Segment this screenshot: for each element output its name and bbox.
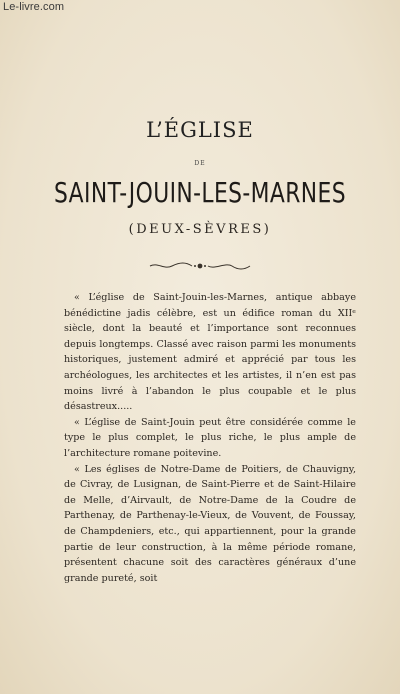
page-title: L’ÉGLISE [146, 118, 254, 142]
body-text [64, 290, 356, 586]
watermark: Le-livre.com [3, 1, 65, 13]
title-connector: DE [194, 160, 206, 167]
paragraph: « Les églises de Notre-Dame de Poitiers, de Chauvigny, de Civray, de Lusignan, de Saint-Pierre et de Saint-Hilaire de Melle, d’Airvault, de Notre-Dame de la Coudre de Parthenay, de Parthenay-le-Vieux, de Vouvent, de Foussay, de Champdeniers, etc., qui appartiennent, pour la grande partie de leur construction, à la même période romane, présentent chacune soit des caractères généraux d’une grande pureté, soit [64, 463, 356, 584]
paragraph: « L’église de Saint-Jouin-les-Marnes, antique abbaye bénédictine jadis célèbre, est un édifice roman du XIIᵉ siècle, dont la beauté et l’importance sont reconnues depuis longtemps. Classé avec raison parmi les monuments historiques, justement admiré et apprécié par tous les archéologues, les architectes et les artistes, il n’en est pas moins livré à l’abandon le plus coupable et le plus désastreux..... [64, 292, 356, 413]
paragraph: « L’église de Saint-Jouin peut être considérée comme le type le plus complet, le plus riche, le plus ample de l’architecture romane poitevine. [64, 416, 356, 459]
fleuron-ornament-icon [148, 262, 252, 270]
department-subtitle: (DEUX-SÈVRES) [128, 222, 272, 237]
place-name: SAINT-JOUIN-LES-MARNES [54, 176, 346, 209]
